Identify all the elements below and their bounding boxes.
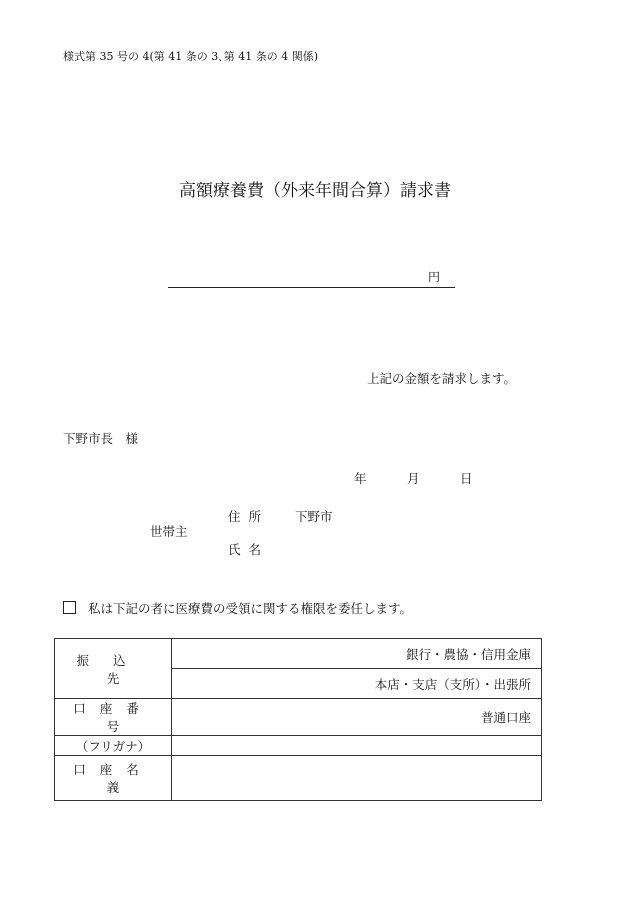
account-name-label: 口座名義 xyxy=(73,762,153,795)
delegation-statement xyxy=(63,599,412,617)
address-value: 下野市 xyxy=(295,509,333,524)
account-number-label: 口座番号 xyxy=(73,701,153,734)
amount-field-line[interactable] xyxy=(168,287,455,288)
name-label: 氏名 xyxy=(228,542,270,557)
request-statement: 上記の金額を請求します。 xyxy=(367,371,517,386)
account-type: 普通口座 xyxy=(480,710,531,725)
bank-types: 銀行・農協・信用金庫 xyxy=(405,646,531,662)
branch-types: 本店・支店（支所）・出張所 xyxy=(374,676,531,692)
transfer-label-cell xyxy=(55,639,172,699)
furigana-label-cell xyxy=(55,736,172,756)
date-year-label: 年 xyxy=(354,471,367,486)
bank-name-cell[interactable] xyxy=(172,639,542,669)
document-title: 高額療養費（外来年間合算）請求書 xyxy=(179,181,451,201)
date-month-label: 月 xyxy=(407,471,420,486)
branch-name-cell[interactable] xyxy=(172,669,542,699)
address-label: 住所 xyxy=(228,509,270,524)
furigana-label: （フリガナ） xyxy=(75,738,151,754)
date-day-label: 日 xyxy=(460,471,473,486)
furigana-cell[interactable] xyxy=(172,736,542,756)
household-head-label: 世帯主 xyxy=(150,524,188,539)
addressee: 下野市長 様 xyxy=(63,431,139,446)
delegation-checkbox[interactable] xyxy=(63,601,76,614)
account-number-cell[interactable] xyxy=(172,699,542,736)
bank-account-table xyxy=(54,638,542,801)
delegation-text: 私は下記の者に医療費の受領に関する権限を委任します。 xyxy=(88,601,413,616)
account-name-cell[interactable] xyxy=(172,756,542,801)
transfer-label: 振込先 xyxy=(76,652,150,686)
form-number: 様式第 35 号の 4(第 41 条の 3､第 41 条の 4 関係) xyxy=(63,50,319,63)
amount-unit: 円 xyxy=(428,270,441,284)
account-name-label-cell xyxy=(55,756,172,801)
account-number-label-cell xyxy=(55,699,172,736)
